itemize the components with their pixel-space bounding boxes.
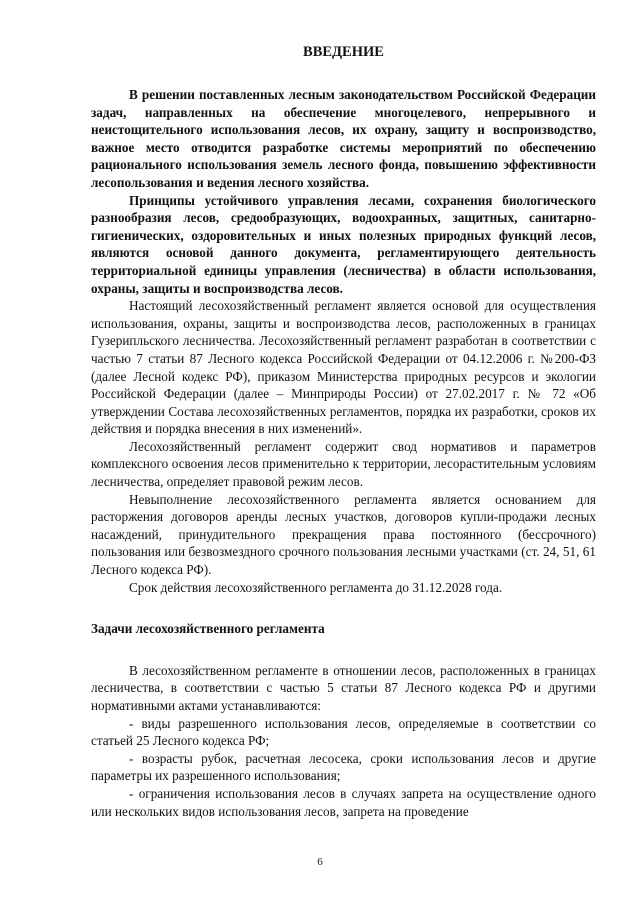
intro-paragraph: В решении поставленных лесным законодательством Российской Федерации задач, направленных на обеспечение многоцелевого, непрерывного и неистощительного использования лесов, их охрану, защиту и воспроизводство, важное место отводится разработке системы мероприятий по обеспечению рационального использования земель лесного фонда, повышению эффективности лесопользования и ведения лесного хозяйства. bbox=[91, 87, 596, 190]
section-paragraph: В лесохозяйственном регламенте в отношении лесов, расположенных в границах лесничества, в соответствии с частью 5 статьи 87 Лесного кодекса РФ и другими нормативными актами устанавливаются: bbox=[91, 662, 596, 713]
page-content bbox=[91, 44, 596, 820]
intro-paragraph: Принципы устойчивого управления лесами, сохранения биологического разнообразия лесов, средообразующих, водоохранных, защитных, санитарно-гигиенических, оздоровительных и иных полезных природных функций лесов, являются основой данного документа, регламентирующего деятельность территориальной единицы управления (лесничества) в области использования, охраны, защиты и воспроизводства лесов. bbox=[91, 192, 596, 296]
body-paragraph: Настоящий лесохозяйственный регламент является основой для осуществления использования, охраны, защиты и воспроизводства лесов, расположенных в границах Гузерипльского лесничества. Лесохозяйственный регламент разработан в соответствии с частью 7 статьи 87 Лесного кодекса Российской Федерации от 04.12.2006 г. №200-ФЗ (далее Лесной кодекс РФ), приказом Министерства природных ресурсов и экологии Российской Федерации (далее – Минприроды России) от 27.02.2017 г. № 72 «Об утверждении Состава лесохозяйственных регламентов, порядка их разработки, сроков их действия и порядка внесения в них изменений». bbox=[91, 298, 596, 437]
list-item: - ограничения использования лесов в случаях запрета на осуществление одного или нескольких видов использования лесов, запрета на проведение bbox=[91, 785, 596, 819]
body-paragraph: Невыполнение лесохозяйственного регламента является основанием для расторжения договоров аренды лесных участков, договоров купли-продажи лесных насаждений, принудительного прекращения права постоянного (бессрочного) пользования или безвозмездного срочного пользования лесными участками (ст. 24, 51, 61 Лесного кодекса РФ). bbox=[91, 491, 596, 578]
body-paragraph: Срок действия лесохозяйственного регламента до 31.12.2028 года. bbox=[129, 579, 503, 595]
body-paragraph: Лесохозяйственный регламент содержит свод нормативов и параметров комплексного освоения лесов применительно к территории, лесорастительным условиям лесничества, определяет правовой режим лесов. bbox=[91, 438, 596, 490]
page-title: ВВЕДЕНИЕ bbox=[303, 44, 384, 60]
list-item: - виды разрешенного использования лесов, определяемые в соответствии со статьей 25 Лесного кодекса РФ; bbox=[91, 715, 596, 749]
list-item: - возрасты рубок, расчетная лесосека, сроки использования лесов и другие параметры их разрешенного использования; bbox=[91, 750, 596, 784]
page-number: 6 bbox=[317, 856, 323, 868]
section-heading: Задачи лесохозяйственного регламента bbox=[91, 621, 325, 637]
